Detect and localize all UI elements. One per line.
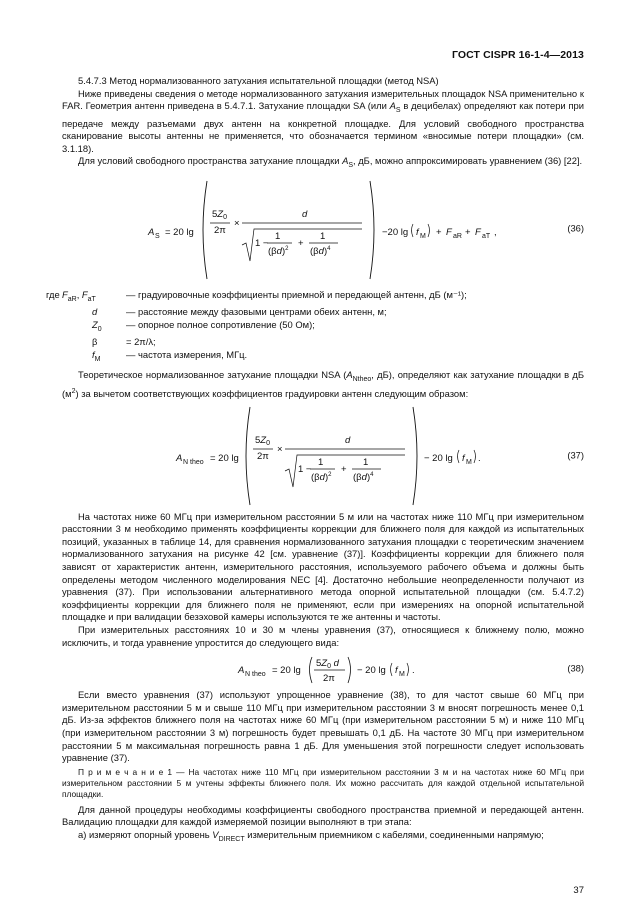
svg-text:+: + [465, 226, 471, 238]
svg-text:(βd)2: $(\beta d)^2$ [311, 471, 332, 483]
document-body [46, 75, 584, 846]
equation-37 [62, 401, 584, 511]
svg-text:2π: 2π [214, 224, 226, 236]
legend-symbol: β [92, 336, 98, 348]
svg-text:N theo: N theo [245, 671, 266, 679]
svg-text:(βd)4: $(\beta d)^4$ [353, 471, 374, 483]
legend-text: — опорное полное сопротивление (50 Ом); [126, 318, 315, 330]
svg-text:.: . [412, 665, 415, 677]
legend-text: — градуировочные коэффициенты приемной и передающей антенн, дБ (м⁻¹); [126, 288, 467, 300]
svg-text:d: d [302, 208, 308, 220]
svg-text:+: + [436, 226, 442, 238]
legend-intro: где [46, 288, 60, 300]
svg-text:f: f [416, 226, 419, 238]
svg-text:1: 1 [275, 230, 281, 242]
svg-text:f: f [462, 452, 465, 464]
legend-symbol: $f_M$ [92, 349, 101, 363]
svg-text:1: 1 [320, 230, 326, 242]
svg-text:+: + [341, 463, 347, 475]
legend-row [62, 336, 584, 349]
legend-text: — расстояние между фазовыми центрами обеих антенн, м; [126, 306, 387, 318]
svg-text:= 20 lg: = 20 lg [165, 226, 194, 238]
standard-header: ГОСТ CISPR 16-1-4—2013 [451, 49, 584, 61]
svg-text:2π: 2π [323, 673, 335, 685]
svg-text:F: F [475, 226, 481, 238]
svg-text:(βd)2: $(\beta d)^2$ [268, 245, 289, 257]
svg-text:.: . [478, 452, 481, 464]
equation-38-number: (38) [567, 662, 584, 674]
legend-symbol: d [92, 306, 98, 318]
svg-text:N theo: N theo [183, 458, 204, 466]
svg-text:F: F [446, 226, 452, 238]
legend-text: = 2π/λ; [126, 336, 156, 348]
paragraph-step-a: а) измеряют опорный уровень $V_{DIRECT}$ измерительным приемником с кабелями, соединенными напрямую; [78, 828, 544, 843]
svg-text:1 −: 1 − [298, 463, 312, 475]
equation-36-graphic [62, 173, 562, 285]
svg-text:1: 1 [363, 456, 369, 468]
svg-text:aT: aT [482, 232, 491, 240]
paragraph-theoretical-nsa: Теоретическое нормализованное затухание площадки NSA ($A_{Ntheo}$, дБ), определяют как затухание площадки в дБ $(м^2)$ за вычетом соответствующих коэффициентов градуировки антенн следующим образом: [62, 368, 584, 400]
equation-37-graphic [62, 401, 562, 511]
svg-text:S: S [155, 232, 160, 240]
equation-36-number: (36) [567, 222, 584, 234]
svg-text:−20 lg: −20 lg [382, 226, 409, 238]
svg-text:f: f [395, 665, 398, 677]
legend-row [62, 349, 584, 366]
svg-text:1 −: 1 − [255, 237, 269, 249]
equation-38-graphic [62, 649, 562, 689]
legend-text: — частота измерения, МГц. [126, 349, 248, 361]
paragraph-nsa-intro: Ниже приведены сведения о методе нормализованного затухания измерительных площадок NSA применительно к FAR. Геометрия антенн приведена в 5.4.7.1. Затухание площадки SA (или $A_S$ в децибелах) определяют как потери при передаче между разъемами двух антенн на конкретной площадке. Для условий свободного пространства сканирование высоты антенны не применяется, что обозначается термином «вносимые потери площадки» (см. 3.1.18). [62, 87, 584, 154]
svg-text:(βd)4: $(\beta d)^4$ [310, 245, 331, 257]
svg-text:5Z0: $5Z_0$ [255, 434, 271, 447]
svg-text:− 20 lg: − 20 lg [357, 665, 386, 677]
legend-row [62, 319, 584, 336]
svg-text:×: × [277, 443, 283, 455]
legend-symbol: $F_{aR}$, $F_{aT}$ [62, 288, 96, 303]
paragraph-distance-simplification: При измерительных расстояниях 10 и 30 м члены уравнения (37), относящиеся к ближнему полю, можно исключить, и тогда уравнение упростится до следующего вида: [62, 624, 584, 648]
svg-text:M: M [399, 671, 405, 679]
legend-symbol: $Z_0$ [92, 318, 102, 333]
svg-text:= 20 lg: = 20 lg [210, 452, 239, 464]
svg-text:A: A [238, 665, 245, 677]
svg-text:1: 1 [318, 456, 324, 468]
paragraph-free-space: Для условий свободного пространства затухание площадки $A_S$, дБ, можно аппроксимировать уравнением (36) [22]. [78, 155, 583, 170]
svg-text:= 20 lg: = 20 lg [272, 665, 301, 677]
section-heading: 5.4.7.3 Метод нормализованного затухания испытательной площадки (метод NSA) [78, 75, 439, 86]
note-1: П р и м е ч а н и е 1 — На частотах ниже 110 МГц при измерительном расстоянии 3 м и на частотах ниже 60 МГц при измерительном расстоянии 5 м учтены эффекты ближнего поля. Их можно рассчитать для каждой отдельной испытательной площадки. [62, 766, 584, 799]
page-number: 37 [573, 885, 584, 896]
svg-text:×: × [234, 217, 240, 229]
symbol-legend [46, 288, 584, 367]
svg-text:A: A [148, 226, 155, 238]
svg-text:2π: 2π [257, 450, 269, 462]
legend-row [46, 288, 584, 306]
svg-text:M: M [466, 458, 472, 466]
equation-36 [62, 173, 584, 285]
svg-text:,: , [494, 226, 497, 238]
equation-37-number: (37) [567, 449, 584, 461]
svg-text:5Z0: $5Z_0$ [212, 208, 228, 221]
svg-text:aR: aR [453, 232, 462, 240]
svg-text:5Z0 d: $5Z_0$ d [316, 658, 339, 671]
equation-38 [62, 649, 584, 689]
svg-text:A: A [176, 452, 183, 464]
paragraph-near-field: На частотах ниже 60 МГц при измерительном расстоянии 5 м или на частотах ниже 110 МГц при измерительном расстоянии 3 м необходимо применять коэффициенты коррекции для ближнего поля для каждой из испытательных позиций, указанных в таблице 14, для сравнения нормализованного затухания площадки с теоретическим значением нормализованного затухания на рисунке 42 [см. уравнение (37)]. Коэффициенты коррекции для ближнего поля зависят от характеристик антенн, измерительного расстояния, используемого рабочего объема и должны быть определены методом численного моделирования NEC [4]. Достаточно небольшие неопределенности получают из уравнения (37). При использовании альтернативного метода опорной испытательной площадки (см. 5.4.7.2) коэффициенты коррекции для ближнего поля не применяют, если при измерениях на опорной испытательной площадке и при валидации безэховой камеры используются те же антенны и частоты. [62, 510, 584, 623]
svg-text:d: d [345, 434, 351, 446]
paragraph-procedure: Для данной процедуры необходимы коэффициенты свободного пространства приемной и передающей антенн. Валидацию площадки для каждой измеряемой позиции выполняют в три этапа: [62, 803, 584, 828]
paragraph-simplified-error: Если вместо уравнения (37) используют упрощенное уравнение (38), то для частот свыше 60 МГц при измерительном расстоянии 5 м и свыше 110 МГц при измерительном расстоянии 3 м вносят погрешность менее 0,1 дБ. Из-за эффектов ближнего поля на частотах ниже 60 МГц (при измерительном расстоянии 5 м) и ниже 110 МГц (при измерительном расстоянии 3 м) погрешность будет превышать 0,1 дБ. На частоте 30 МГц при измерительном расстоянии 5 м максимальная погрешность равна 1 дБ. Для уменьшения этой погрешности следует использовать уравнение (37). [62, 689, 584, 764]
svg-text:− 20 lg: − 20 lg [424, 452, 453, 464]
svg-text:M: M [420, 232, 426, 240]
legend-row [62, 306, 584, 319]
svg-text:+: + [298, 237, 304, 249]
